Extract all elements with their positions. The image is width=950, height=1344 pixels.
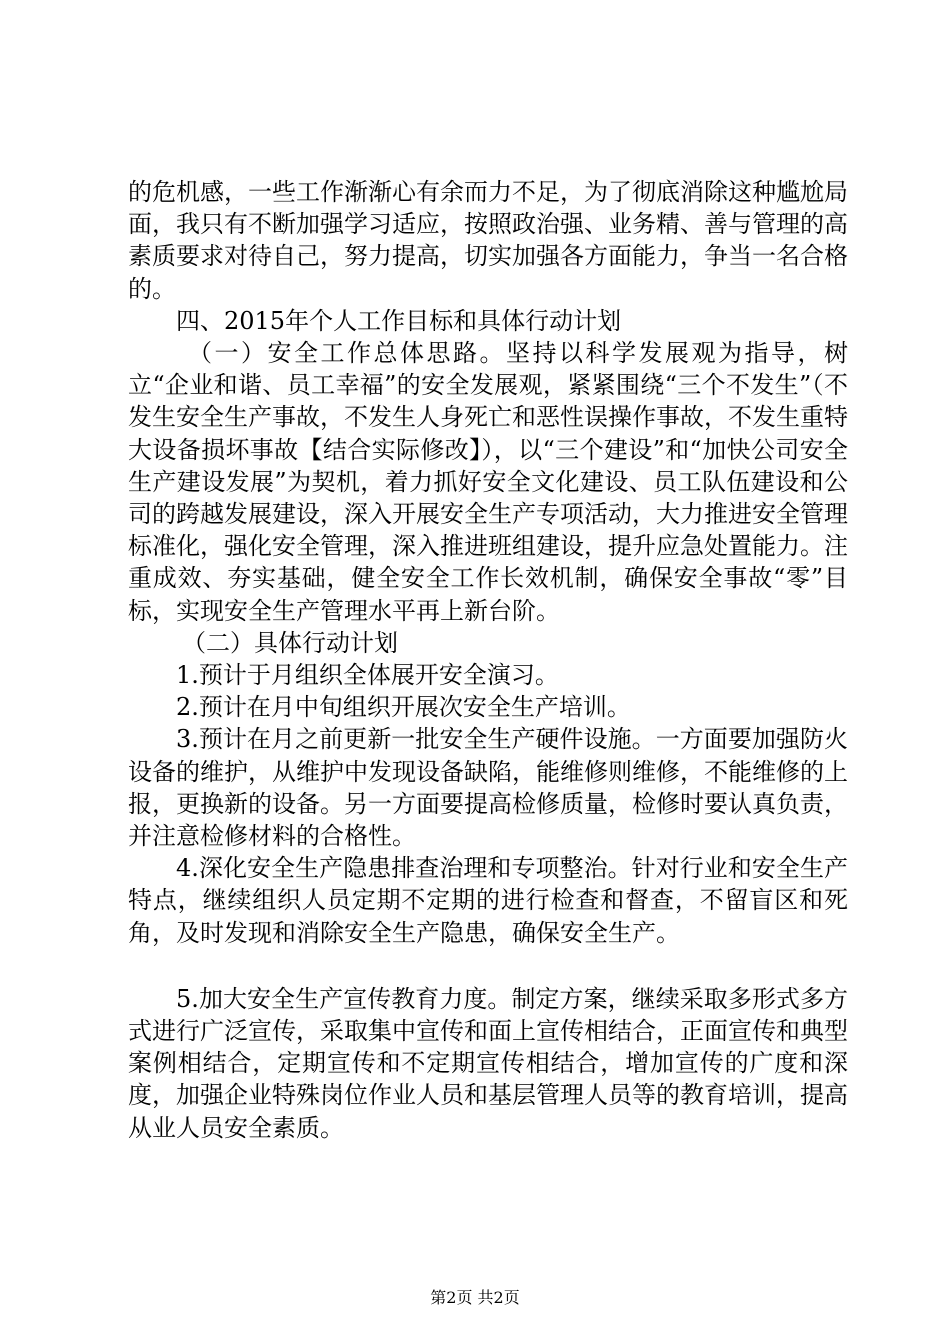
section-heading: 四、2015年个人工作目标和具体行动计划	[176, 306, 622, 335]
document-body	[128, 176, 848, 1144]
paragraph-overall-approach: （一）安全工作总体思路。坚持以科学发展观为指导，树立“企业和谐、员工幸福”的安全发展观，紧紧围绕“三个不发生”（不发生安全生产事故，不发生人身死亡和恶性误操作事故，不发生重特大设备损坏事故【结合实际修改】），以“三个建设”和“加快公司安全生产建设发展”为契机，着力抓好安全文化建设、员工队伍建设和公司的跨越发展建设，深入开展安全生产专项活动，大力推进安全管理标准化，强化安全管理，深入推进班组建设，提升应急处置能力。注重成效、夯实基础，健全安全工作长效机制，确保安全事故“零”目标，实现安全生产管理水平再上新台阶。	[128, 339, 848, 625]
list-item: 5.加大安全生产宣传教育力度。制定方案，继续采取多形式多方式进行广泛宣传，采取集中宣传和面上宣传相结合，正面宣传和典型案例相结合，定期宣传和不定期宣传相结合，增加宣传的广度和深度，加强企业特殊岗位作业人员和基层管理人员等的教育培训，提高从业人员安全素质。	[128, 984, 848, 1142]
list-item: 4.深化安全生产隐患排查治理和专项整治。针对行业和安全生产特点，继续组织人员定期不定期的进行检查和督查，不留盲区和死角，及时发现和消除安全生产隐患，确保安全生产。	[128, 854, 848, 947]
page-footer: 第2页 共2页	[430, 1288, 520, 1307]
list-item: 2.预计在月中旬组织开展次安全生产培训。	[176, 693, 631, 722]
list-item: 3.预计在月之前更新一批安全生产硬件设施。一方面要加强防火设备的维护，从维护中发现设备缺陷，能维修则维修，不能维修的上报，更换新的设备。另一方面要提高检修质量，检修时要认真负责，并注意检修材料的合格性。	[128, 725, 848, 851]
list-item: 1.预计于月组织全体展开安全演习。	[176, 661, 559, 690]
paragraph-continuation: 的危机感，一些工作渐渐心有余而力不足，为了彻底消除这种尴尬局面，我只有不断加强学习适应，按照政治强、业务精、善与管理的高素质要求对待自己，努力提高，切实加强各方面能力，争当一名合格的。	[128, 178, 848, 303]
subsection-heading: （二）具体行动计划	[182, 628, 398, 657]
